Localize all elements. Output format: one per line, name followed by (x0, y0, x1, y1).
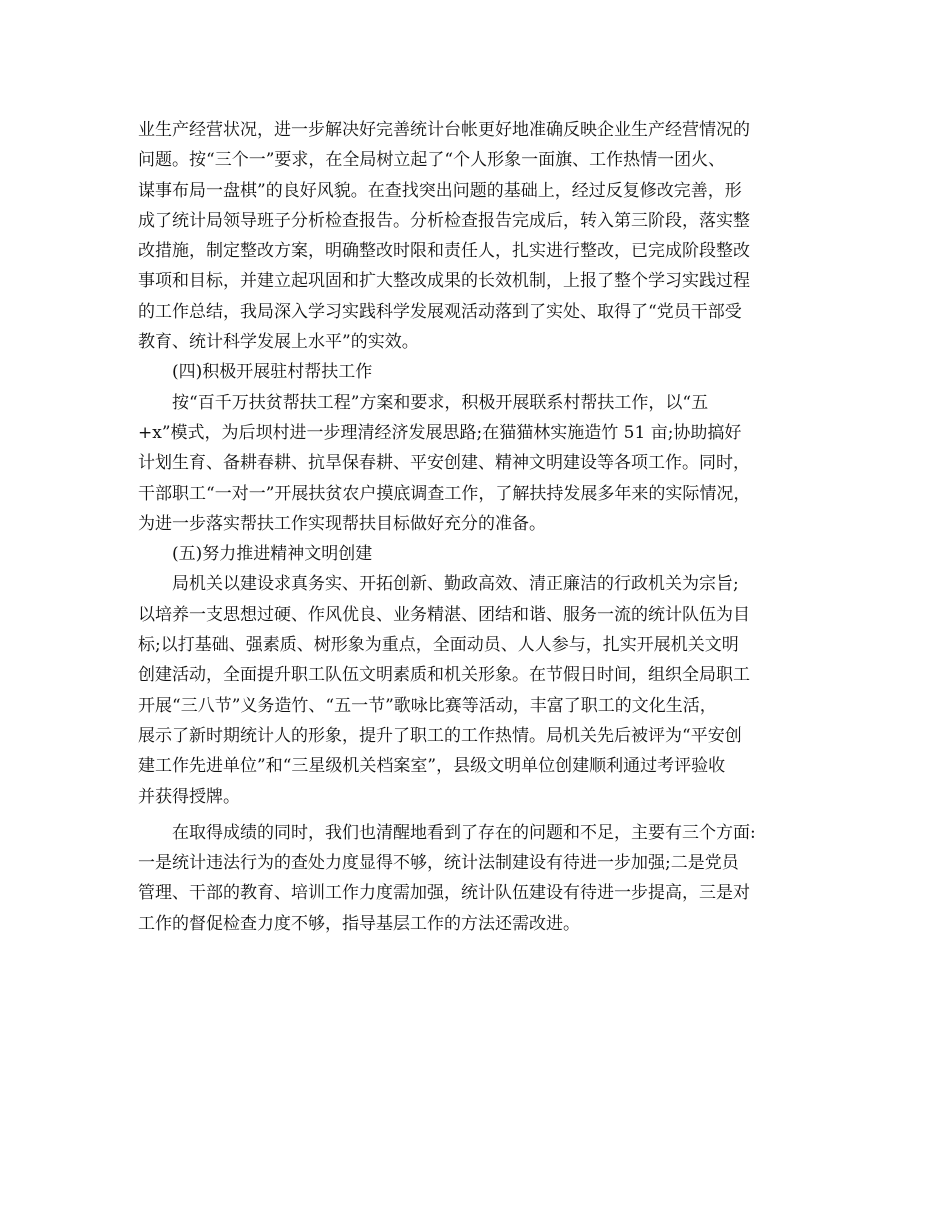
text-line: 建工作先进单位”和“三星级机关档案室”，县级文明单位创建顺利通过考评验收 (138, 756, 726, 777)
text-line: 在取得成绩的同时，我们也清醒地看到了存在的问题和不足，主要有三个方面: (172, 822, 756, 843)
text-line: 标;以打基础、强素质、树形象为重点，全面动员、人人参与，扎实开展机关文明 (138, 635, 739, 656)
document-body (138, 115, 828, 939)
text-line: 按“百千万扶贫帮扶工程”方案和要求，积极开展联系村帮扶工作，以“五 (172, 392, 709, 413)
text-line: 以培养一支思想过硬、作风优良、业务精湛、团结和谐、服务一流的统计队伍为目 (138, 604, 750, 625)
text-line: 局机关以建设求真务实、开拓创新、勤政高效、清正廉洁的行政机关为宗旨; (172, 574, 739, 595)
paragraph-3 (138, 569, 828, 811)
section-heading: (四)积极开展驻村帮扶工作 (172, 362, 373, 383)
text-line: 管理、干部的教育、培训工作力度需加强，统计队伍建设有待进一步提高，三是对 (138, 883, 750, 904)
text-line: 改措施，制定整改方案，明确整改时限和责任人，扎实进行整改，已完成阶段整改 (138, 241, 750, 262)
text-line: 一是统计违法行为的查处力度显得不够，统计法制建设有待进一步加强;二是党员 (138, 853, 739, 874)
text-line: 工作的督促检查力度不够，指导基层工作的方法还需改进。 (138, 913, 580, 934)
text-line: 谋事布局一盘棋”的良好风貌。在查找突出问题的基础上，经过反复修改完善，形 (138, 180, 742, 201)
text-line: 事项和目标，并建立起巩固和扩大整改成果的长效机制，上报了整个学习实践过程 (138, 271, 750, 292)
text-line: 教育、统计科学发展上水平”的实效。 (138, 332, 419, 353)
text-line: 业生产经营状况，进一步解决好完善统计台帐更好地准确反映企业生产经营情况的 (138, 120, 750, 140)
text-line: 成了统计局领导班子分析检查报告。分析检查报告完成后，转入第三阶段，落实整 (138, 210, 750, 231)
paragraph-2 (138, 388, 828, 539)
text-line: 的工作总结，我局深入学习实践科学发展观活动落到了实处、取得了“党员干部受 (138, 301, 742, 322)
text-line: 计划生育、备耕春耕、抗旱保春耕、平安创建、精神文明建设等各项工作。同时， (138, 453, 750, 474)
paragraph-1 (138, 115, 828, 357)
text-line: 为进一步落实帮扶工作实现帮扶目标做好充分的准备。 (138, 513, 546, 534)
section-heading: (五)努力推进精神文明创建 (172, 544, 373, 565)
text-line: 干部职工“一对一”开展扶贫农户摸底调查工作，了解扶持发展多年来的实际情况， (138, 483, 751, 504)
paragraph-4 (138, 818, 828, 939)
section-heading-5 (138, 539, 828, 569)
text-line: 并获得授牌。 (138, 786, 240, 807)
section-heading-4 (138, 357, 828, 387)
text-line: +x”模式，为后坝村进一步理清经济发展思路;在猫猫林实施造竹 51 亩;协助搞好 (138, 422, 742, 443)
text-line: 展示了新时期统计人的形象，提升了职工的工作热情。局机关先后被评为“平安创 (138, 725, 742, 746)
text-line: 创建活动，全面提升职工队伍文明素质和机关形象。在节假日时间，组织全局职工 (138, 665, 750, 686)
text-line: 开展“三八节”义务造竹、“五一节”歌咏比赛等活动，丰富了职工的文化生活， (138, 695, 717, 716)
text-line: 问题。按“三个一”要求，在全局树立起了“个人形象一面旗、工作热情一团火、 (138, 150, 726, 171)
